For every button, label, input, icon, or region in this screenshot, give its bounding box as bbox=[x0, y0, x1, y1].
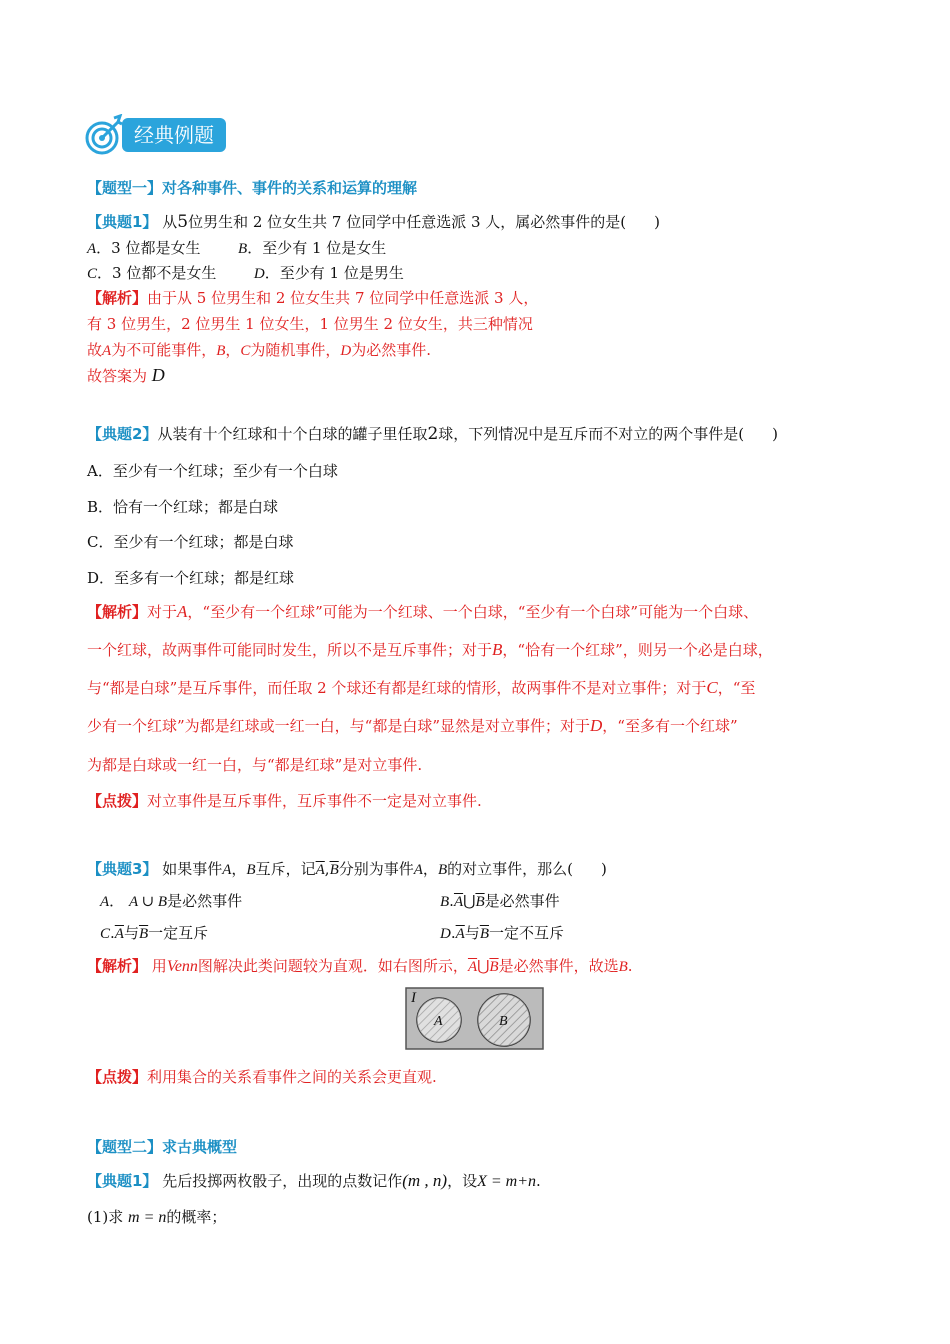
ex1-answer-value: D bbox=[151, 365, 165, 385]
target-icon bbox=[84, 114, 124, 158]
ex1-sol-var: B bbox=[216, 343, 226, 359]
ex3-q-part: 的对立事件，那么( bbox=[447, 860, 573, 878]
ex1-sol-var: C bbox=[240, 343, 251, 359]
ex3-q-part: , bbox=[324, 860, 330, 878]
ex3-option-d: $D.\overline{A}$与$\overline{B}$一定不互斥 bbox=[440, 924, 564, 942]
ex2-sol-part: ，“恰有一个红球”，则另一个必是白球， bbox=[502, 641, 773, 659]
type2-ex1-part1-text: 的概率； bbox=[166, 1208, 227, 1226]
ex1-option-c: ．3 位都不是女生 bbox=[97, 264, 217, 282]
ex3-option-d-mid: 与 bbox=[464, 924, 480, 942]
ex2-tip bbox=[87, 790, 482, 812]
type2-ex1-q-part: . bbox=[536, 1172, 541, 1190]
ex2-solution-line2 bbox=[87, 639, 773, 661]
ex3-tip-tag: 【点拨】 bbox=[87, 1068, 148, 1086]
ex2-tip-text: 对立事件是互斥事件，互斥事件不一定是对立事件. bbox=[147, 792, 482, 810]
ex1-option-a-label: A bbox=[87, 241, 97, 257]
ex1-sol-part: ， bbox=[225, 341, 241, 359]
ex1-option-d-label: D bbox=[253, 266, 265, 282]
ex2-sol-var: B bbox=[492, 640, 503, 659]
ex3-sol-var-bar: $\overline{B}$ bbox=[489, 959, 499, 975]
ex2-solution-tag: 【解析】 bbox=[87, 603, 148, 621]
ex2-option-a: A．至少有一个红球；至少有一个白球 bbox=[87, 462, 338, 480]
ex1-sol-var: D bbox=[340, 343, 352, 359]
ex3-sol-part: . bbox=[627, 957, 633, 975]
ex3-option-a-text: 是必然事件 bbox=[167, 892, 243, 910]
ex2-solution-line1 bbox=[87, 601, 758, 623]
ex2-solution-line5: 为都是白球或一红一白，与“都是红球”是对立事件. bbox=[87, 756, 423, 774]
ex2-sol-part: 与“都是白球”是互斥事件，而任取 2 个球还有都是红球的情形，故两事件不是对立事件；对于 bbox=[87, 679, 707, 697]
ex3-sol-var-bar: $\overline{A}$ bbox=[467, 959, 478, 975]
type2-ex1-q-part: 先后投掷两枚骰子，出现的点数记作 bbox=[162, 1172, 403, 1190]
ex3-q-var: B bbox=[437, 862, 448, 878]
ex1-sol-part: 故 bbox=[87, 341, 103, 359]
ex2-sol-part: ，“至少有一个红球”可能为一个红球、一个白球，“至少有一个白球”可能为一个白球、 bbox=[187, 603, 759, 621]
ex3-q-var: A bbox=[413, 862, 423, 878]
ex1-sol-part: 为必然事件. bbox=[351, 341, 432, 359]
ex3-q-part: 互斥，记 bbox=[255, 860, 316, 878]
ex3-option-b: $B.\overline{A}⋃\overline{B}$是必然事件 bbox=[440, 892, 560, 910]
type1-heading: 【题型一】对各种事件、事件的关系和运算的理解 bbox=[87, 179, 418, 197]
ex3-option-d-text: 一定不互斥 bbox=[488, 924, 564, 942]
ex3-sol-union: ⋃ bbox=[477, 957, 490, 975]
ex3-option-c: $C.\overline{A}$与$\overline{B}$一定互斥 bbox=[100, 924, 209, 942]
ex2-option-c: C．至少有一个红球；都是白球 bbox=[87, 533, 294, 551]
ex2-sol-part: ，“至多有一个红球” bbox=[602, 717, 738, 735]
ex2-sol-part: 对于 bbox=[147, 603, 178, 621]
ex2-q-number: 2 bbox=[427, 424, 439, 444]
ex3-option-b-union: ⋃ bbox=[463, 892, 476, 910]
ex1-solution-text: 由于从 5 位男生和 2 位女生共 7 位同学中任意选派 3 人， bbox=[147, 289, 539, 307]
ex3-q-part: ， bbox=[231, 860, 247, 878]
type2-ex1-part1-expr: m = n bbox=[128, 1209, 167, 1226]
ex1-solution-line1 bbox=[87, 287, 538, 309]
ex2-option-d: D．至多有一个红球；都是红球 bbox=[87, 569, 295, 587]
type2-ex1-part1-label: (1)求 bbox=[87, 1208, 124, 1226]
ex1-solution-tag: 【解析】 bbox=[87, 289, 148, 307]
ex3-option-c-label: C bbox=[100, 926, 111, 942]
ex3-option-c-mid: 与 bbox=[123, 924, 139, 942]
ex3-option-a-expr: A ∪ B bbox=[128, 894, 168, 910]
ex3-q-part: ) bbox=[600, 860, 607, 878]
type2-ex1-tag: 【典题1】 bbox=[87, 1172, 158, 1190]
ex3-option-b-text: 是必然事件 bbox=[484, 892, 560, 910]
ex3-option-a-label: A bbox=[100, 894, 110, 910]
ex2-q-part: 球，下列情况中是互斥而不对立的两个事件是( bbox=[438, 425, 745, 443]
ex2-sol-part: 一个红球，故两事件可能同时发生，所以不是互斥事件；对于 bbox=[87, 641, 493, 659]
ex1-solution-line3 bbox=[87, 339, 431, 362]
venn-label-b: B bbox=[499, 1014, 508, 1029]
ex2-sol-part: 少有一个红球”为都是红球或一红一白，与“都是白球”显然是对立事件；对于 bbox=[87, 717, 591, 735]
ex3-solution-tag: 【解析】 bbox=[87, 957, 148, 975]
venn-diagram bbox=[405, 987, 545, 1051]
ex3-option-b-var: $\overline{A}$ bbox=[453, 894, 464, 910]
ex3-q-part: 如果事件 bbox=[162, 860, 223, 878]
ex1-option-d: ．至少有 1 位是男生 bbox=[264, 264, 404, 282]
ex2-solution-line3 bbox=[87, 677, 755, 699]
ex1-answer bbox=[87, 364, 165, 387]
section-title: 经典例题 bbox=[122, 118, 226, 152]
type2-ex1-q-part: ，设 bbox=[447, 1172, 478, 1190]
ex1-q-number: 5 bbox=[177, 212, 189, 232]
ex2-solution-line4 bbox=[87, 715, 738, 737]
ex3-option-c-var: $\overline{B}$ bbox=[138, 926, 149, 942]
ex3-option-b-var: $\overline{B}$ bbox=[475, 894, 485, 910]
ex2-sol-var: A bbox=[177, 602, 188, 621]
ex3-q-var: A bbox=[222, 862, 232, 878]
ex3-sol-answer: B bbox=[618, 959, 628, 975]
ex2-tip-tag: 【点拨】 bbox=[87, 792, 148, 810]
type2-ex1-part1 bbox=[87, 1206, 226, 1229]
ex2-q-part: ) bbox=[772, 425, 778, 443]
ex3-q-part: 分别为事件 bbox=[338, 860, 414, 878]
ex1-solution-line2: 有 3 位男生，2 位男生 1 位女生，1 位男生 2 位女生，共三种情况 bbox=[87, 315, 533, 333]
ex1-q-part: 位男生和 2 位女生共 7 位同学中任意选派 3 人，属必然事件的是( bbox=[188, 213, 627, 231]
ex3-solution bbox=[87, 955, 633, 978]
ex2-sol-var: C bbox=[706, 678, 718, 697]
ex1-options-ab bbox=[87, 237, 386, 260]
ex1-question bbox=[87, 211, 660, 233]
ex3-q-var: B bbox=[246, 862, 256, 878]
ex1-answer-label: 故答案为 bbox=[87, 367, 148, 385]
ex3-sol-venn: Venn bbox=[166, 958, 198, 975]
ex3-option-c-text: 一定互斥 bbox=[148, 924, 209, 942]
ex1-option-b-label: B bbox=[238, 241, 248, 257]
ex3-tip bbox=[87, 1066, 437, 1088]
type2-ex1-pair: (m , n) bbox=[402, 1171, 448, 1190]
ex3-sol-part: 是必然事件，故选 bbox=[498, 957, 619, 975]
ex2-tag: 【典题2】 bbox=[87, 425, 158, 443]
ex1-q-part: 从 bbox=[162, 213, 178, 231]
ex2-sol-part: ，“至 bbox=[717, 679, 756, 697]
ex2-sol-var: D bbox=[590, 716, 603, 735]
ex3-sol-part: 用 bbox=[151, 957, 167, 975]
ex1-option-a: ．3 位都是女生 bbox=[96, 239, 201, 257]
ex3-tip-text: 利用集合的关系看事件之间的关系会更直观. bbox=[147, 1068, 437, 1086]
ex2-question bbox=[87, 423, 778, 445]
ex2-option-b: B．恰有一个红球；都是白球 bbox=[87, 498, 279, 516]
ex1-sol-part: 为不可能事件， bbox=[111, 341, 217, 359]
ex2-q-part: 从装有十个红球和十个白球的罐子里任取 bbox=[157, 425, 428, 443]
type2-heading: 【题型二】求古典概型 bbox=[87, 1138, 238, 1156]
ex3-q-var-bar: $\overline{B}$ bbox=[329, 862, 339, 878]
ex3-option-a: A． A ∪ B是必然事件 bbox=[100, 892, 243, 910]
venn-label-i: I bbox=[411, 990, 416, 1006]
ex1-sol-var: A bbox=[102, 343, 112, 359]
ex3-tag: 【典题3】 bbox=[87, 860, 158, 878]
ex3-option-b-label: B bbox=[440, 894, 450, 910]
ex3-option-d-var: $\overline{A}$ bbox=[455, 926, 465, 942]
venn-label-a: A bbox=[434, 1014, 443, 1029]
ex3-sol-part: 图解决此类问题较为直观．如右图所示， bbox=[197, 957, 468, 975]
ex3-q-part: ， bbox=[422, 860, 438, 878]
ex1-option-b: ．至少有 1 位是女生 bbox=[247, 239, 387, 257]
ex1-tag: 【典题1】 bbox=[87, 213, 158, 231]
ex3-q-var-bar: $\overline{A}$ bbox=[315, 862, 325, 878]
ex3-question bbox=[87, 858, 607, 881]
ex1-q-part: ) bbox=[654, 213, 661, 231]
type2-ex1-expr: X = m+n bbox=[477, 1173, 537, 1190]
type2-ex1-question bbox=[87, 1170, 541, 1193]
ex1-option-c-label: C bbox=[87, 266, 98, 282]
ex1-sol-part: 为随机事件， bbox=[250, 341, 341, 359]
ex3-option-c-var: $\overline{A}$ bbox=[114, 926, 124, 942]
ex3-option-d-label: D bbox=[440, 926, 451, 942]
ex1-options-cd bbox=[87, 262, 404, 285]
ex3-option-d-var: $\overline{B}$ bbox=[479, 926, 489, 942]
